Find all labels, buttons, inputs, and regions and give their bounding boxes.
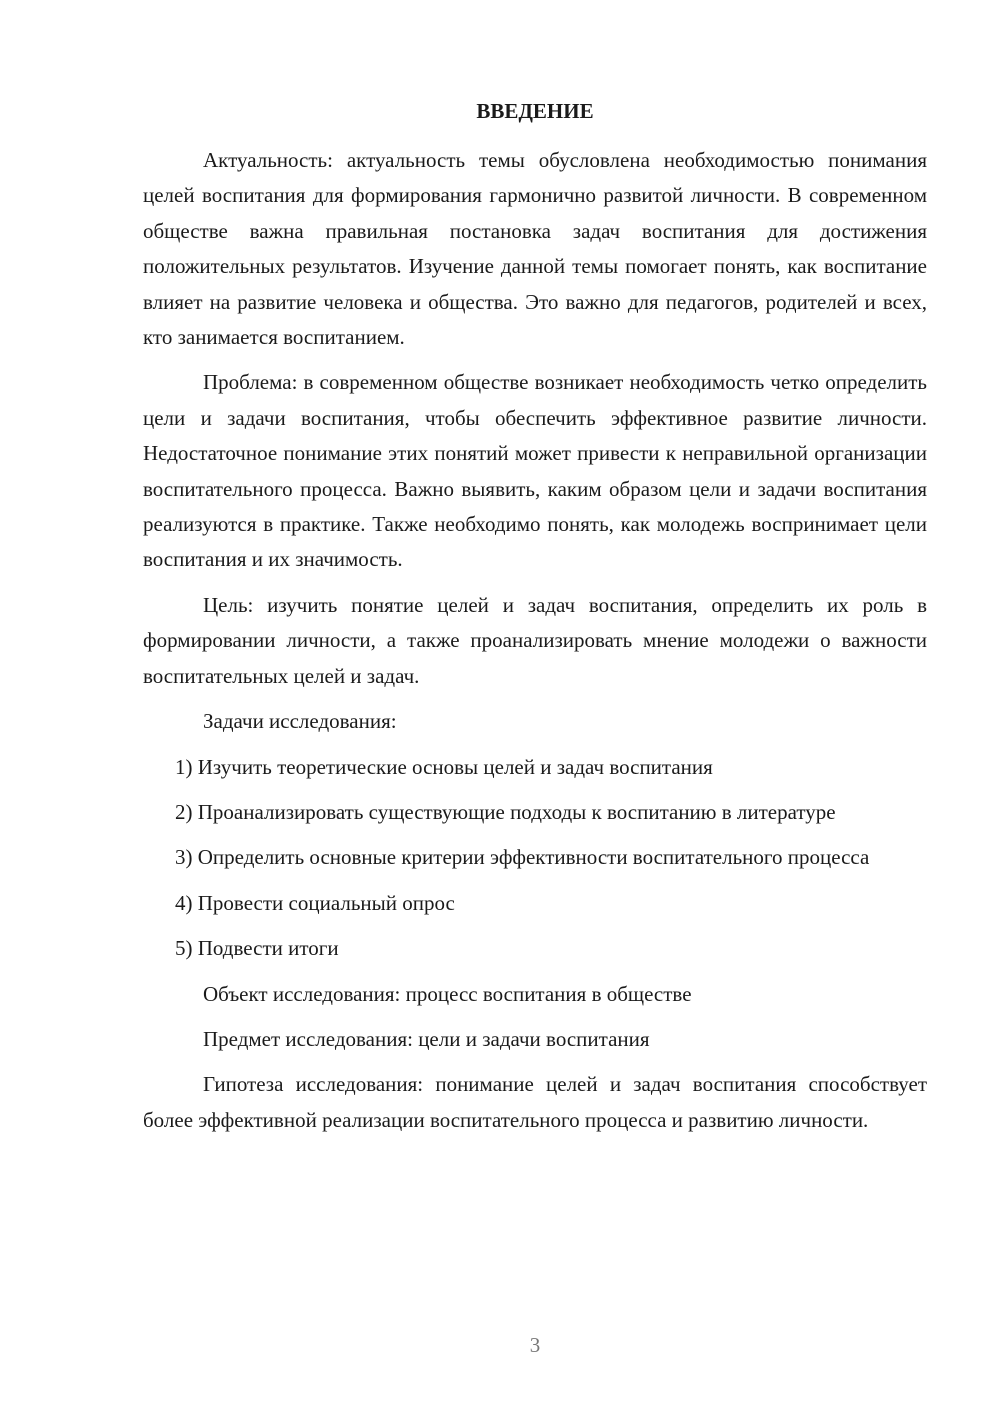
- research-object: Объект исследования: процесс воспитания в обществе: [203, 981, 692, 1006]
- page-title: ВВЕДЕНИЕ: [476, 99, 594, 123]
- relevance-paragraph: Актуальность: актуальность темы обусловлена необходимостью понимания целей воспитания для формирования гармонично развитой личности. В современном обществе важна правильная постановка задач воспитания для достижения положительных результатов. Изучение данной темы помогает понять, как воспитание влияет на развитие человека и общества. Это важно для педагогов, родителей и всех, кто занимается воспитанием.: [143, 148, 927, 350]
- task-item-2: 2) Проанализировать существующие подходы к воспитанию в литературе: [175, 799, 836, 824]
- page-number: 3: [529, 1333, 541, 1357]
- tasks-label: Задачи исследования:: [203, 709, 397, 734]
- task-item-1: 1) Изучить теоретические основы целей и задач воспитания: [175, 754, 713, 779]
- goal-paragraph: Цель: изучить понятие целей и задач воспитания, определить их роль в формировании личности, а также проанализировать мнение молодежи о важности воспитательных целей и задач.: [143, 592, 927, 688]
- problem-paragraph: Проблема: в современном обществе возникает необходимость четко определить цели и задачи воспитания, чтобы обеспечить эффективное развитие личности. Недостаточное понимание этих понятий может привести к неправильной организации воспитательного процесса. Важно выявить, каким образом цели и задачи воспитания реализуются в практике. Также необходимо понять, как молодежь воспринимает цели воспитания и их значимость.: [143, 370, 927, 572]
- task-item-5: 5) Подвести итоги: [175, 936, 339, 961]
- research-subject: Предмет исследования: цели и задачи воспитания: [203, 1026, 650, 1051]
- task-item-4: 4) Провести социальный опрос: [175, 890, 455, 915]
- research-hypothesis: Гипотеза исследования: понимание целей и задач воспитания способствует более эффективной реализации воспитательного процесса и развитию личности.: [143, 1072, 927, 1132]
- page-content: [143, 94, 927, 1148]
- task-item-3: 3) Определить основные критерии эффективности воспитательного процесса: [175, 845, 870, 870]
